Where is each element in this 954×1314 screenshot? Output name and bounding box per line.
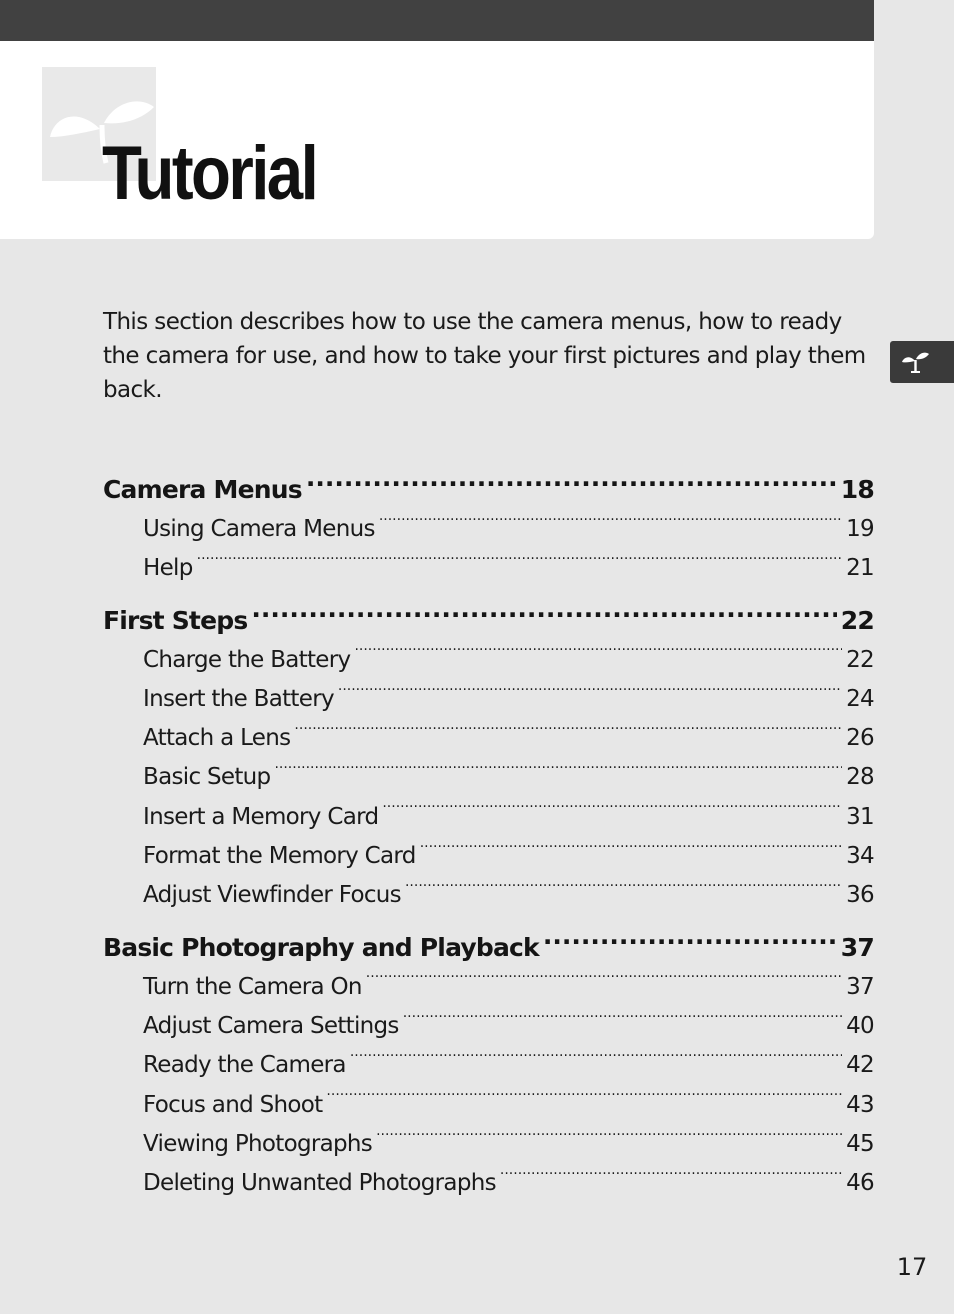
toc-item-entry[interactable] [143, 719, 874, 758]
toc-dot-leader [326, 1089, 842, 1112]
toc-item-entry[interactable] [143, 680, 874, 719]
toc-section-page: 18 [840, 475, 874, 504]
toc-dot-leader [376, 1128, 842, 1151]
toc-dot-leader [274, 761, 842, 784]
toc-item-page: 36 [846, 882, 874, 909]
toc-item-page: 21 [846, 555, 874, 582]
toc-item-page: 43 [846, 1091, 874, 1118]
toc-dot-leader [251, 604, 836, 629]
toc-dot-leader [543, 931, 837, 956]
toc-item-page: 40 [846, 1012, 874, 1039]
toc-item-entry[interactable] [143, 1125, 874, 1164]
toc-item-page: 26 [846, 725, 874, 752]
toc-item-title: Using Camera Menus [143, 516, 375, 542]
toc-item-title: Deleting Unwanted Photographs [143, 1170, 496, 1197]
toc-item-entry[interactable] [143, 798, 874, 837]
toc-item-title: Charge the Battery [143, 646, 351, 673]
toc-dot-leader [420, 840, 842, 863]
toc-item-page: 19 [846, 516, 874, 542]
toc-item-page: 46 [846, 1170, 874, 1197]
toc-item-entry[interactable] [143, 837, 874, 876]
toc-item-title: Help [143, 555, 193, 582]
toc-item-title: Attach a Lens [143, 725, 291, 752]
sprout-icon [900, 348, 930, 376]
toc-item-entry[interactable] [143, 1007, 874, 1046]
toc-dot-leader [294, 722, 842, 745]
toc-dot-leader [354, 644, 842, 667]
toc-item-page: 37 [846, 973, 874, 1000]
toc-item-title: Basic Setup [143, 764, 271, 791]
toc-section-title: Camera Menus [103, 475, 302, 504]
toc-item-title: Viewing Photographs [143, 1130, 373, 1157]
chapter-title: Tutorial [102, 131, 317, 216]
toc-item-entry[interactable] [143, 549, 874, 588]
toc-item-entry[interactable] [143, 968, 874, 1007]
toc-dot-leader [500, 1167, 842, 1190]
toc-section-entry[interactable] [103, 470, 874, 510]
toc-item-title: Adjust Viewfinder Focus [143, 882, 401, 909]
header-bar [0, 0, 874, 41]
toc-item-title: Turn the Camera On [143, 973, 362, 1000]
toc-item-entry[interactable] [143, 876, 874, 915]
chapter-side-tab[interactable] [890, 341, 954, 383]
toc-item-entry[interactable] [143, 1046, 874, 1085]
toc-section-title: First Steps [103, 605, 248, 635]
toc-item-title: Ready the Camera [143, 1052, 346, 1079]
toc-dot-leader [379, 513, 842, 536]
toc-dot-leader [405, 879, 842, 902]
toc-item-title: Insert a Memory Card [143, 803, 379, 830]
toc-item-entry[interactable] [143, 758, 874, 797]
toc-dot-leader [197, 552, 842, 575]
toc-section-page: 37 [840, 932, 874, 962]
toc-section-entry[interactable] [103, 601, 874, 641]
table-of-contents [103, 470, 874, 1203]
toc-item-page: 45 [846, 1130, 874, 1157]
toc-dot-leader [306, 473, 837, 498]
toc-section-title: Basic Photography and Playback [103, 932, 539, 962]
toc-item-entry[interactable] [143, 641, 874, 680]
toc-dot-leader [338, 683, 842, 706]
toc-item-page: 22 [846, 646, 874, 673]
toc-item-page: 24 [846, 685, 874, 712]
toc-section-page: 22 [840, 605, 874, 635]
toc-dot-leader [403, 1010, 842, 1033]
toc-item-page: 42 [846, 1052, 874, 1079]
toc-item-entry[interactable] [143, 1086, 874, 1125]
toc-item-title: Format the Memory Card [143, 843, 416, 870]
toc-item-entry[interactable] [143, 1164, 874, 1203]
toc-dot-leader [366, 971, 842, 994]
toc-dot-leader [382, 801, 842, 824]
chapter-intro: This section describes how to use the camera menus, how to ready the camera for use, and how to take your first pictures and play them back. [103, 309, 866, 403]
toc-section-entry[interactable] [103, 928, 874, 968]
toc-item-page: 34 [846, 843, 874, 870]
toc-item-page: 31 [846, 803, 874, 830]
page-number: 17 [896, 1253, 928, 1281]
toc-dot-leader [350, 1049, 842, 1072]
toc-item-entry[interactable] [143, 510, 874, 549]
toc-item-page: 28 [846, 764, 874, 791]
toc-item-title: Focus and Shoot [143, 1091, 323, 1118]
toc-item-title: Insert the Battery [143, 685, 334, 712]
toc-item-title: Adjust Camera Settings [143, 1012, 399, 1039]
